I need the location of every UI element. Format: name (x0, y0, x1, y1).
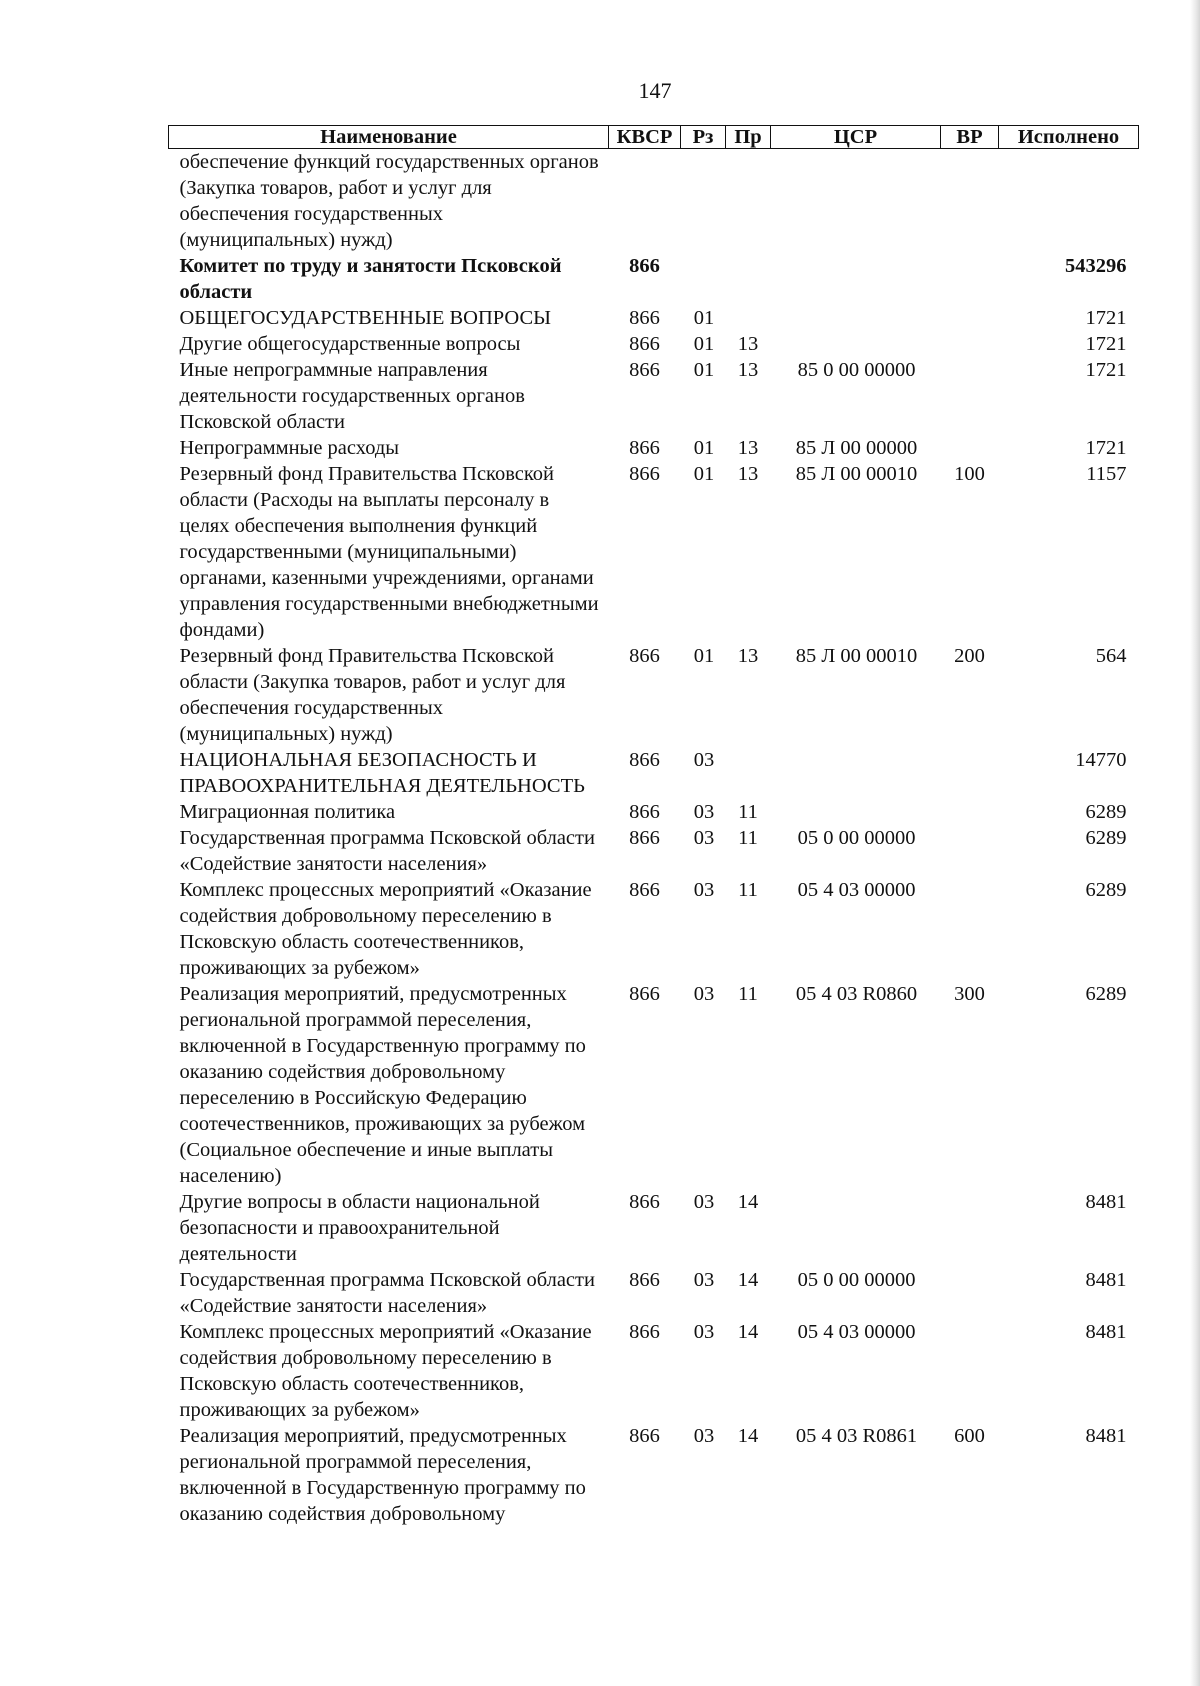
cell-kvsr: 866 (629, 1191, 660, 1213)
cell-sum: 14770 (1075, 749, 1127, 771)
cell-sum: 6289 (1085, 801, 1127, 823)
table-body (169, 149, 1139, 1528)
cell-kvsr: 866 (629, 749, 660, 771)
cell-vr (941, 253, 999, 305)
cell-rz: 03 (693, 827, 715, 849)
cell-sum: 564 (1095, 645, 1127, 667)
cell-sum: 8481 (1085, 1425, 1127, 1447)
cell-sum: 8481 (1085, 1191, 1127, 1213)
cell-sum: 1157 (1086, 463, 1127, 485)
cell-kvsr: 866 (629, 879, 660, 901)
cell-name: Миграционная политика (179, 801, 396, 823)
header-kvsr: КВСР (609, 126, 681, 149)
cell-csr: 85 Л 00 00010 (795, 645, 918, 667)
cell-csr (771, 799, 941, 825)
cell-sum: 1721 (1085, 437, 1127, 459)
header-csr: ЦСР (771, 126, 941, 149)
cell-rz: 01 (693, 437, 715, 459)
cell-rz: 03 (693, 1269, 715, 1291)
cell-vr: 200 (954, 645, 985, 667)
cell-name: Резервный фонд Правительства Псковской области (Закупка товаров, работ и услуг для обеспечения государственных (муниципальных) нужд) (179, 645, 566, 745)
cell-kvsr: 866 (629, 359, 660, 381)
cell-name: Непрограммные расходы (179, 437, 400, 459)
cell-rz: 01 (693, 333, 715, 355)
cell-kvsr: 866 (629, 983, 660, 1005)
cell-pr: 11 (738, 983, 758, 1005)
cell-pr: 14 (737, 1425, 759, 1447)
cell-name: НАЦИОНАЛЬНАЯ БЕЗОПАСНОСТЬ И ПРАВООХРАНИТЕЛЬНАЯ ДЕЯТЕЛЬНОСТЬ (179, 749, 585, 797)
cell-vr: 600 (954, 1425, 985, 1447)
cell-csr: 05 4 03 R0861 (795, 1425, 918, 1447)
cell-pr: 13 (737, 359, 759, 381)
header-sum: Исполнено (999, 126, 1139, 149)
cell-name: Государственная программа Псковской области «Содействие занятости населения» (179, 1269, 595, 1317)
cell-csr (771, 747, 941, 799)
cell-name: Иные непрограммные направления деятельности государственных органов Псковской области (179, 359, 525, 433)
table-row (169, 747, 1139, 799)
cell-kvsr: 866 (629, 333, 660, 355)
cell-csr: 85 Л 00 00010 (795, 463, 918, 485)
table-row (169, 149, 1139, 254)
cell-pr (726, 149, 771, 254)
cell-kvsr (609, 149, 681, 254)
cell-sum: 6289 (1085, 983, 1127, 1005)
cell-rz: 01 (693, 645, 715, 667)
cell-pr: 14 (737, 1191, 759, 1213)
cell-sum (999, 149, 1139, 254)
header-pr: Пр (726, 126, 771, 149)
cell-pr: 13 (737, 463, 759, 485)
cell-pr: 11 (738, 879, 758, 901)
table-row (169, 305, 1139, 331)
cell-vr: 300 (954, 983, 985, 1005)
cell-csr: 05 4 03 00000 (797, 879, 916, 901)
cell-vr (941, 1267, 999, 1319)
table-row (169, 1189, 1139, 1267)
table-row (169, 1267, 1139, 1319)
cell-pr: 13 (737, 333, 759, 355)
cell-pr: 11 (738, 827, 758, 849)
cell-pr: 13 (737, 437, 759, 459)
cell-vr (941, 435, 999, 461)
table-row (169, 435, 1139, 461)
table-row (169, 825, 1139, 877)
cell-rz: 01 (693, 463, 715, 485)
cell-name: Реализация мероприятий, предусмотренных региональной программой переселения, включенной в Государственную программу по оказанию содействия добровольному переселению в Российскую Федерацию соотечественников, проживающих за рубежом (Социальное обеспечение и иные выплаты населению) (179, 983, 586, 1187)
cell-rz (681, 253, 726, 305)
cell-sum: 1721 (1085, 359, 1127, 381)
cell-vr (941, 305, 999, 331)
cell-pr: 14 (737, 1269, 759, 1291)
cell-csr (771, 149, 941, 254)
cell-rz: 03 (693, 1191, 715, 1213)
cell-vr (941, 1319, 999, 1423)
page-number: 147 (638, 78, 672, 103)
cell-csr: 05 0 00 00000 (797, 827, 916, 849)
cell-vr (941, 877, 999, 981)
cell-pr (726, 253, 771, 305)
cell-name: Реализация мероприятий, предусмотренных региональной программой переселения, включенной в Государственную программу по оказанию содействия добровольному (179, 1425, 586, 1525)
cell-rz: 03 (693, 879, 715, 901)
table-row (169, 331, 1139, 357)
cell-name: Другие вопросы в области национальной безопасности и правоохранительной деятельности (179, 1191, 540, 1265)
cell-kvsr: 866 (629, 437, 660, 459)
cell-name: Государственная программа Псковской области «Содействие занятости населения» (179, 827, 595, 875)
budget-execution-table (168, 125, 1139, 1527)
cell-pr (726, 747, 771, 799)
header-name: Наименование (169, 126, 609, 149)
cell-vr (941, 1189, 999, 1267)
cell-csr: 85 0 00 00000 (797, 359, 916, 381)
table-row (169, 643, 1139, 747)
cell-name: обеспечение функций государственных органов (Закупка товаров, работ и услуг для обеспечения государственных (муниципальных) нужд) (179, 151, 599, 251)
cell-rz: 03 (693, 1425, 715, 1447)
cell-pr: 11 (738, 801, 758, 823)
table-row (169, 461, 1139, 643)
table-row (169, 1423, 1139, 1527)
header-rz: Рз (681, 126, 726, 149)
cell-rz: 03 (693, 1321, 715, 1343)
cell-pr (726, 305, 771, 331)
cell-pr: 14 (737, 1321, 759, 1343)
cell-kvsr: 866 (629, 463, 660, 485)
cell-csr (771, 331, 941, 357)
cell-kvsr: 866 (629, 1425, 660, 1447)
cell-kvsr: 866 (629, 1269, 660, 1291)
cell-kvsr: 866 (629, 827, 660, 849)
cell-vr (941, 331, 999, 357)
cell-vr (941, 825, 999, 877)
cell-vr: 100 (954, 463, 985, 485)
cell-csr: 05 4 03 R0860 (795, 983, 918, 1005)
cell-name: Другие общегосударственные вопросы (179, 333, 521, 355)
cell-name: ОБЩЕГОСУДАРСТВЕННЫЕ ВОПРОСЫ (179, 307, 552, 329)
cell-rz: 01 (693, 307, 715, 329)
cell-kvsr: 866 (629, 801, 660, 823)
table-row (169, 253, 1139, 305)
cell-vr (941, 357, 999, 435)
table-row (169, 981, 1139, 1189)
header-vr: ВР (941, 126, 999, 149)
cell-sum: 543296 (1065, 255, 1127, 277)
cell-sum: 6289 (1085, 879, 1127, 901)
cell-sum: 1721 (1085, 307, 1127, 329)
cell-rz: 03 (693, 983, 715, 1005)
cell-sum: 6289 (1085, 827, 1127, 849)
cell-csr: 85 Л 00 00000 (795, 437, 918, 459)
cell-csr (771, 1189, 941, 1267)
cell-name: Комплекс процессных мероприятий «Оказание содействия добровольному переселению в Псковскую область соотечественников, проживающих за рубежом» (179, 1321, 592, 1421)
cell-csr (771, 253, 941, 305)
table-row (169, 799, 1139, 825)
cell-rz (681, 149, 726, 254)
header-row (169, 126, 1139, 149)
cell-rz: 03 (693, 801, 715, 823)
table-header (169, 126, 1139, 149)
cell-name: Резервный фонд Правительства Псковской области (Расходы на выплаты персоналу в целях обеспечения выполнения функций государственными (муниципальными) органами, казенными учреждениями, органами управления государственными внебюджетными фондами) (179, 463, 599, 641)
cell-rz: 03 (693, 749, 715, 771)
cell-vr (941, 747, 999, 799)
cell-sum: 8481 (1085, 1321, 1127, 1343)
cell-kvsr: 866 (629, 255, 660, 277)
cell-csr: 05 0 00 00000 (797, 1269, 916, 1291)
cell-sum: 8481 (1085, 1269, 1127, 1291)
cell-sum: 1721 (1085, 333, 1127, 355)
cell-kvsr: 866 (629, 1321, 660, 1343)
cell-kvsr: 866 (629, 307, 660, 329)
cell-name: Комплекс процессных мероприятий «Оказание содействия добровольному переселению в Псковскую область соотечественников, проживающих за рубежом» (179, 879, 592, 979)
cell-vr (941, 149, 999, 254)
table-row (169, 1319, 1139, 1423)
table-row (169, 357, 1139, 435)
cell-pr: 13 (737, 645, 759, 667)
cell-csr (771, 305, 941, 331)
cell-rz: 01 (693, 359, 715, 381)
cell-name: Комитет по труду и занятости Псковской области (179, 255, 562, 303)
cell-vr (941, 799, 999, 825)
table-row (169, 877, 1139, 981)
scan-edge-shadow (1190, 0, 1200, 1686)
cell-kvsr: 866 (629, 645, 660, 667)
cell-csr: 05 4 03 00000 (797, 1321, 916, 1343)
